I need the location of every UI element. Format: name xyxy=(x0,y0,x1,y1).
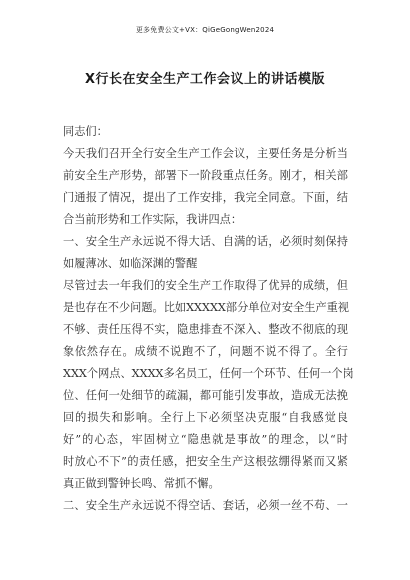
body-line: 今天我们召开全行安全生产工作会议，主要任务是分析当 xyxy=(63,147,348,160)
body-line: 不够、责任压得不实，隐患排查不深入、整改不彻底的现 xyxy=(63,323,348,336)
body-line: 尽管过去一年我们的安全生产工作取得了优异的成绩，但 xyxy=(63,279,348,292)
header-note: 更多免费公文+VX：QiGeGongWen2024 xyxy=(135,26,275,34)
body-line: 门通报了情况，提出了工作安排，我完全同意。下面，结 xyxy=(63,191,348,204)
body-line: 象依然存在。成绩不说跑不了，问题不说不得了。全行 xyxy=(63,345,348,358)
section-heading-1-cont: 如履薄冰、如临深渊的警醒 xyxy=(63,257,198,270)
body-line: XXX个网点、XXXX多名员工，任何一个环节、任何一个岗 xyxy=(63,367,354,380)
section-heading-1: 一、安全生产永远说不得大话、自满的话，必须时刻保持 xyxy=(63,235,348,248)
body-line: 时放心不下”的责任感，把安全生产这根弦绷得紧而又紧 xyxy=(63,455,348,468)
body-line: 是也存在不少问题。比如XXXXX部分单位对安全生产重视 xyxy=(63,301,349,314)
body-line: 真正做到警钟长鸣、常抓不懈。 xyxy=(63,477,220,490)
section-heading-2: 二、安全生产永远说不得空话、套话，必须一丝不苟、一 xyxy=(63,499,348,512)
body-line: 合当前形势和工作实际，我讲四点： xyxy=(63,213,243,226)
body-line: 好”的心态，牢固树立“隐患就是事故”的理念，以“时 xyxy=(63,433,348,446)
body-line: 位、任何一处细节的疏漏，都可能引发事故，造成无法挽 xyxy=(63,389,348,402)
body-line: 前安全生产形势，部署下一阶段重点任务。刚才，相关部 xyxy=(63,169,348,182)
greeting: 同志们： xyxy=(63,125,108,138)
body-line: 回的损失和影响。全行上下必须坚决克服“自我感觉良 xyxy=(63,411,348,424)
document-title: X行长在安全生产工作会议上的讲话模版 xyxy=(84,72,326,87)
